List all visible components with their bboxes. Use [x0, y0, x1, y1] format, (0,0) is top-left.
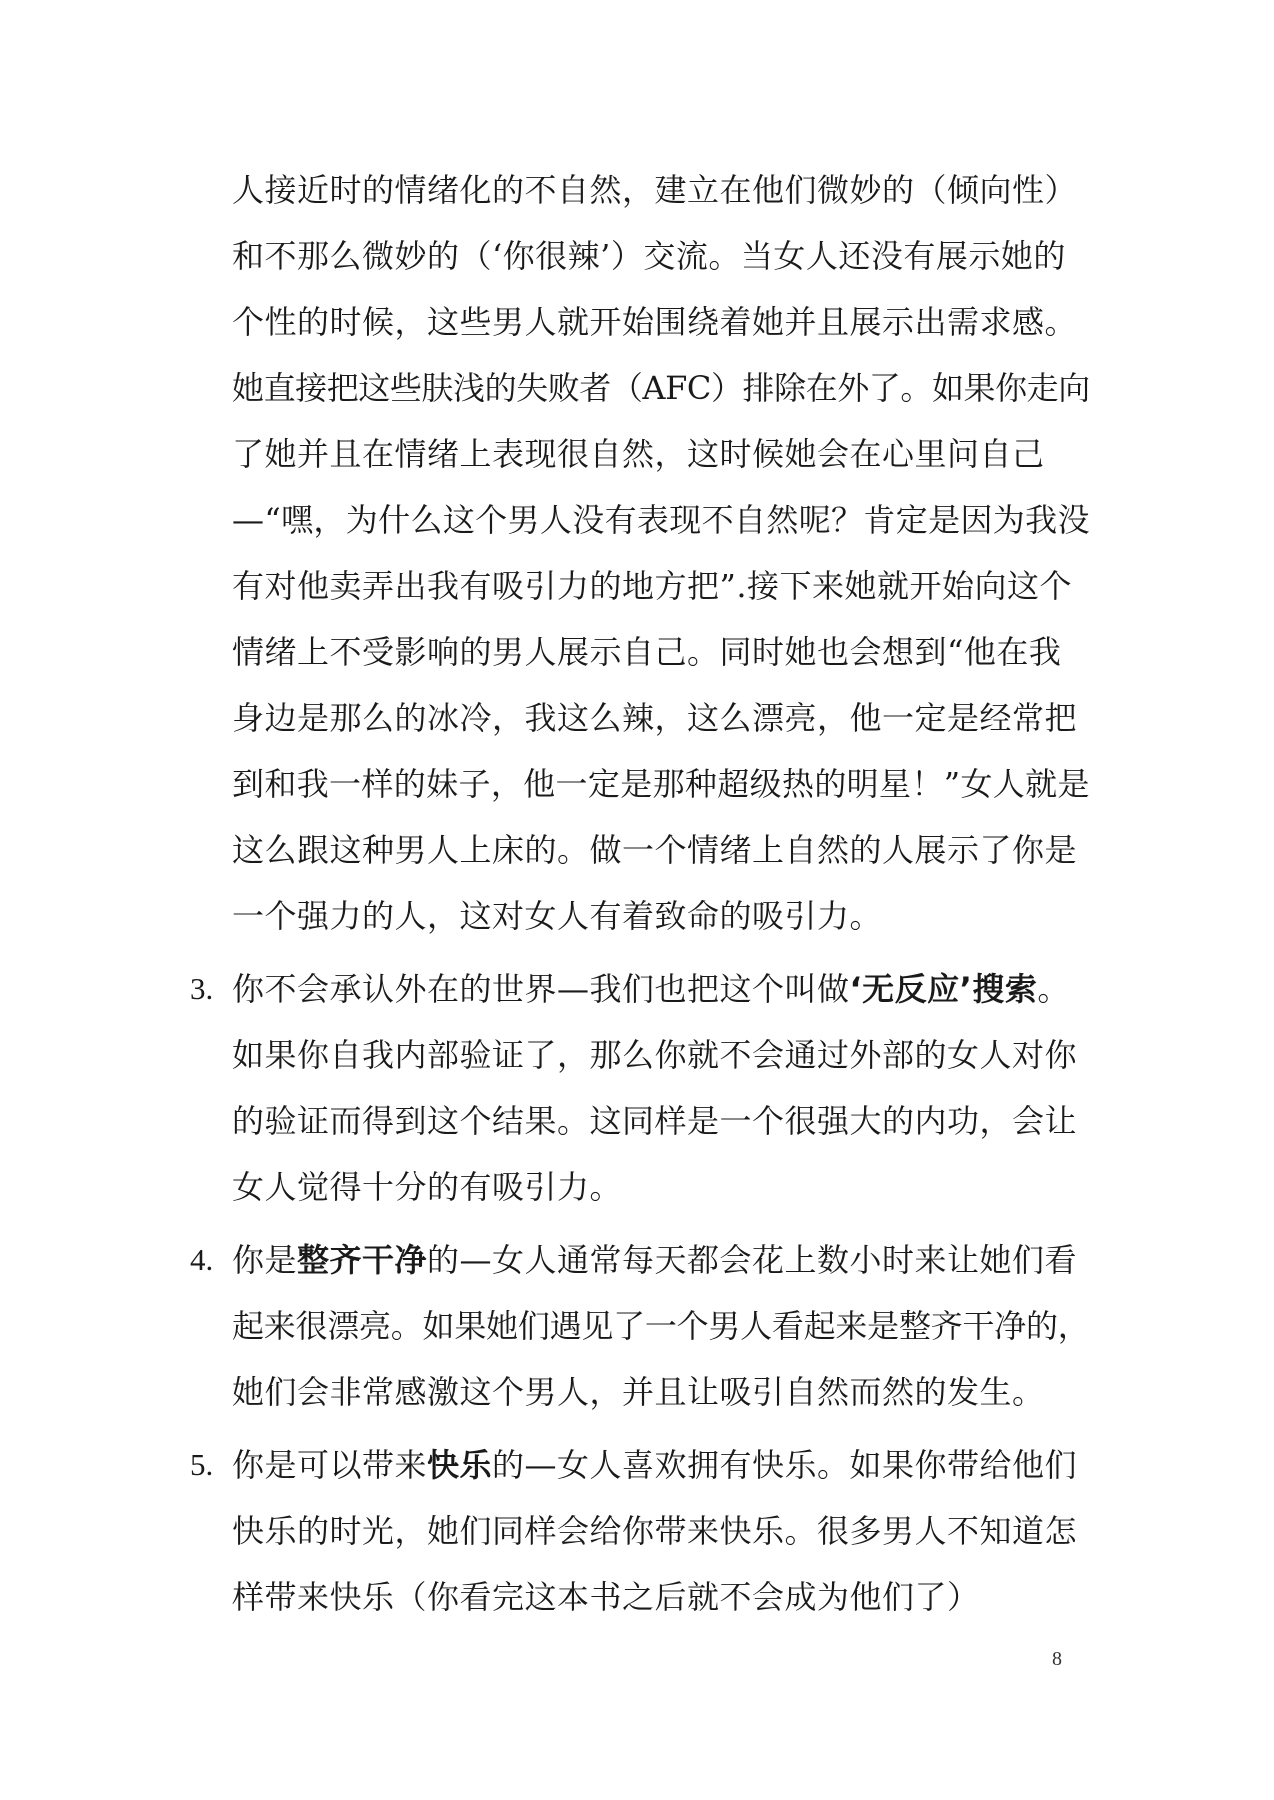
- text-run: 的—女人喜欢拥有快乐。如果你带给他们: [492, 1446, 1078, 1484]
- text-line: 一个强力的人，这对女人有着致命的吸引力。: [232, 897, 883, 935]
- text-run: 。: [1037, 970, 1070, 1008]
- text-line: 有对他卖弄出我有吸引力的地方把”.接下来她就开始向这个: [232, 567, 1073, 605]
- text-line: 情绪上不受影响的男人展示自己。同时她也会想到“他在我: [232, 633, 1062, 671]
- text-line: 人接近时的情绪化的不自然，建立在他们微妙的（倾向性）: [232, 171, 1078, 209]
- list-item-number: 3.: [190, 971, 214, 1006]
- page-number: 8: [1052, 1648, 1062, 1670]
- bold-term: 快乐: [427, 1446, 493, 1484]
- text-line: 起来很漂亮。如果她们遇见了一个男人看起来是整齐干净的，: [232, 1307, 1090, 1345]
- text-line: 的验证而得到这个结果。这同样是一个很强大的内功，会让: [232, 1102, 1078, 1140]
- text-run: 你是可以带来: [232, 1446, 428, 1484]
- text-line: 她直接把这些肤浅的失败者（AFC）排除在外了。如果你走向: [232, 369, 1090, 407]
- text-line: 和不那么微妙的（‘你很辣’）交流。当女人还没有展示她的: [232, 237, 1066, 275]
- list-item-first-line: [232, 1445, 1077, 1485]
- list-item-first-line: [232, 1240, 1077, 1280]
- text-run: 的—女人通常每天都会花上数小时来让她们看: [427, 1241, 1078, 1279]
- bold-term: 整齐干净: [297, 1241, 428, 1279]
- text-run: 你是: [232, 1241, 298, 1279]
- list-item-number: 5.: [190, 1447, 214, 1482]
- text-line: 女人觉得十分的有吸引力。: [232, 1168, 623, 1206]
- list-item-number: 4.: [190, 1242, 214, 1277]
- text-line: 身边是那么的冰冷，我这么辣，这么漂亮，他一定是经常把: [232, 699, 1078, 737]
- text-line: —“嘿，为什么这个男人没有表现不自然呢？肯定是因为我没: [232, 501, 1090, 539]
- text-line: 到和我一样的妹子，他一定是那种超级热的明星！”女人就是: [232, 765, 1090, 803]
- text-line: 快乐的时光，她们同样会给你带来快乐。很多男人不知道怎: [232, 1512, 1078, 1550]
- text-run: 你不会承认外在的世界—我们也把这个叫做: [232, 970, 850, 1008]
- text-line: 了她并且在情绪上表现很自然，这时候她会在心里问自己: [232, 435, 1045, 473]
- list-item-first-line: [232, 969, 1070, 1009]
- text-line: 她们会非常感激这个男人，并且让吸引自然而然的发生。: [232, 1373, 1045, 1411]
- text-line: 如果你自我内部验证了，那么你就不会通过外部的女人对你: [232, 1036, 1078, 1074]
- text-line: 个性的时候，这些男人就开始围绕着她并且展示出需求感。: [232, 303, 1078, 341]
- text-line: 样带来快乐（你看完这本书之后就不会成为他们了）: [232, 1578, 980, 1616]
- bold-term: ‘无反应’搜索: [849, 970, 1038, 1008]
- text-line: 这么跟这种男人上床的。做一个情绪上自然的人展示了你是: [232, 831, 1078, 869]
